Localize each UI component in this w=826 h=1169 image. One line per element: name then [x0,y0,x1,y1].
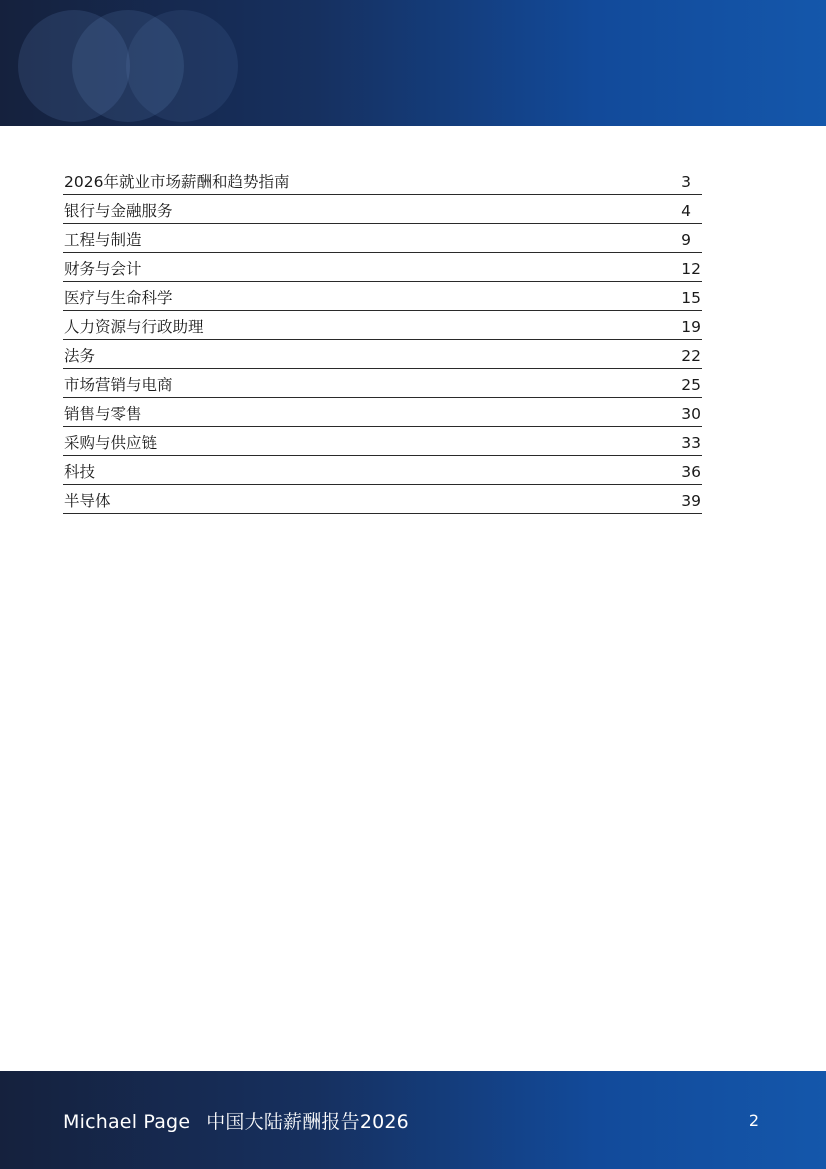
toc-entry-page: 15 [681,289,701,307]
toc-entry-page: 30 [681,405,701,423]
toc-entry[interactable] [63,456,702,485]
toc-entry[interactable] [63,282,702,311]
toc-entry-title: 2026年就业市场薪酬和趋势指南 [64,173,290,191]
toc-entry-page: 25 [681,376,701,394]
toc-entry[interactable] [63,253,702,282]
brand-name: Michael Page [63,1111,191,1133]
toc-entry-title: 销售与零售 [64,405,142,423]
toc-entry-title: 财务与会计 [64,260,142,278]
toc-entry-title: 科技 [64,463,96,481]
toc-entry-title: 银行与金融服务 [64,202,173,220]
toc-entry-page: 22 [681,347,701,365]
toc-entry-page: 33 [681,434,701,452]
toc-entry-title: 采购与供应链 [64,434,158,452]
toc-entry[interactable] [63,195,702,224]
toc-entry-title: 医疗与生命科学 [64,289,173,307]
report-title: 中国大陆薪酬报告2026 [206,1111,409,1133]
toc-entry-title: 市场营销与电商 [64,376,173,394]
toc-entry[interactable] [63,340,702,369]
toc-entry-title: 法务 [64,347,96,365]
footer-title [63,1107,409,1134]
toc-entry-page: 4 [681,202,691,220]
toc-entry-title: 工程与制造 [64,231,142,249]
page-number: 2 [748,1111,759,1130]
toc-entry[interactable] [63,485,702,514]
toc-entry-page: 36 [681,463,701,481]
header-banner [0,0,826,126]
toc-entry-page: 9 [681,231,691,249]
toc-entry-page: 19 [681,318,701,336]
toc-entry-title: 半导体 [64,492,111,510]
toc-entry-page: 39 [681,492,701,510]
toc-entry-page: 3 [681,173,691,191]
toc-entry[interactable] [63,398,702,427]
table-of-contents [63,166,702,514]
decorative-circle [126,10,238,122]
toc-entry[interactable] [63,369,702,398]
footer-banner [0,1071,826,1169]
toc-entry[interactable] [63,311,702,340]
toc-entry-page: 12 [681,260,701,278]
toc-entry-title: 人力资源与行政助理 [64,318,204,336]
toc-entry[interactable] [63,166,702,195]
toc-entry[interactable] [63,427,702,456]
toc-entry[interactable] [63,224,702,253]
